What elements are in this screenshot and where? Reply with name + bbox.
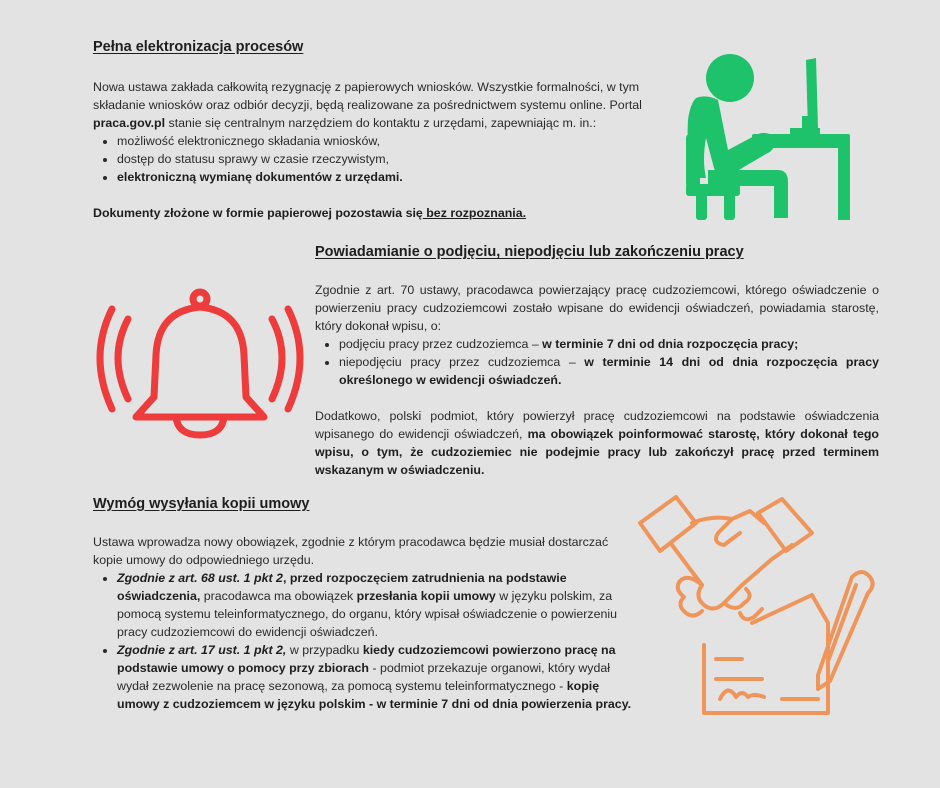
person-at-computer-icon: [678, 50, 858, 230]
section-intro: Ustawa wprowadza nowy obowiązek, zgodnie z którym pracodawca będzie musiał dostarczać kopie umowy do odpowiedniego urzędu.: [93, 535, 609, 567]
section-intro: Nowa ustawa zakłada całkowitą rezygnację z papierowych wniosków. Wszystkie formalności, w tym składanie wniosków oraz odbiór decyzji, będą realizowane za pośrednictwem systemu online. Portal praca.gov.pl stanie się centralnym narzędziem do kontaktu z urzędami, zapewniając m. in.:: [93, 80, 642, 130]
list-item: • elektroniczną wymianę dokumentów z urzędami.: [117, 168, 668, 186]
section-title-notification: Powiadamianie o podjęciu, niepodjęciu lub zakończeniu pracy: [315, 244, 744, 260]
handshake-contract-icon: [632, 493, 892, 723]
list-item: • niepodjęciu pracy przez cudzoziemca – w terminie 14 dni od dnia rozpoczęcia pracy określonego w ewidencji oświadczeń.: [339, 353, 879, 389]
requirement-list: [93, 569, 638, 713]
section-intro: Zgodnie z art. 70 ustawy, pracodawca powierzający pracę cudzoziemcowi, którego oświadczenie o powierzeniu pracy cudzoziemcowi zostało wpisane do ewidencji oświadczeń, powiadamia starostę, który dokonał wpisu, o:: [315, 283, 879, 333]
section-title-contract-copy: Wymóg wysyłania kopii umowy: [93, 496, 310, 512]
deadline-list: [315, 335, 879, 389]
list-item: • dostęp do statusu sprawy w czasie rzeczywistym,: [117, 150, 668, 168]
list-item: • podjęciu pracy przez cudzoziemca – w terminie 7 dni od dnia rozpoczęcia pracy;: [339, 335, 879, 353]
section-electronization: [93, 38, 668, 222]
section-notification: [315, 243, 879, 479]
list-item: • możliwość elektronicznego składania wniosków,: [117, 132, 668, 150]
section-contract-copy: [93, 495, 638, 713]
portal-link-text: praca.gov.pl: [93, 116, 166, 130]
paper-note: Dokumenty złożone w formie papierowej pozostawia się bez rozpoznania.: [93, 206, 527, 220]
section-title-electronization: Pełna elektronizacja procesów: [93, 39, 304, 55]
additional-obligation: Dodatkowo, polski podmiot, który powierzył pracę cudzoziemcowi na podstawie oświadczenia wpisanego do ewidencji oświadczeń, ma obowiązek poinformować starostę, który dokonał tego wpisu, o tym, że cudzoziemiec nie podejmie pracy lub zakończył pracę przed terminem wskazanym w oświadczeniu.: [315, 409, 879, 477]
list-item: • Zgodnie z art. 17 ust. 1 pkt 2, w przypadku kiedy cudzoziemcowi powierzono pracę na podstawie umowy o pomocy przy zbiorach - podmiot przekazuje organowi, który wydał wydał zezwolenie na pracę sezonową, za pomocą systemu teleinformatycznego - kopię umowy z cudzoziemcem w języku polskim - w terminie 7 dni od dnia powierzenia pracy.: [117, 641, 638, 713]
ringing-bell-icon: [90, 285, 310, 445]
list-item: • Zgodnie z art. 68 ust. 1 pkt 2, przed rozpoczęciem zatrudnienia na podstawie oświadczenia, pracodawca ma obowiązek przesłania kopii umowy w języku polskim, za pomocą systemu teleinformatycznego, do organu, który wpisał oświadczenie o powierzeniu pracy cudzoziemcowi do ewidencji oświadczeń.: [117, 569, 638, 641]
feature-list: [93, 132, 668, 186]
